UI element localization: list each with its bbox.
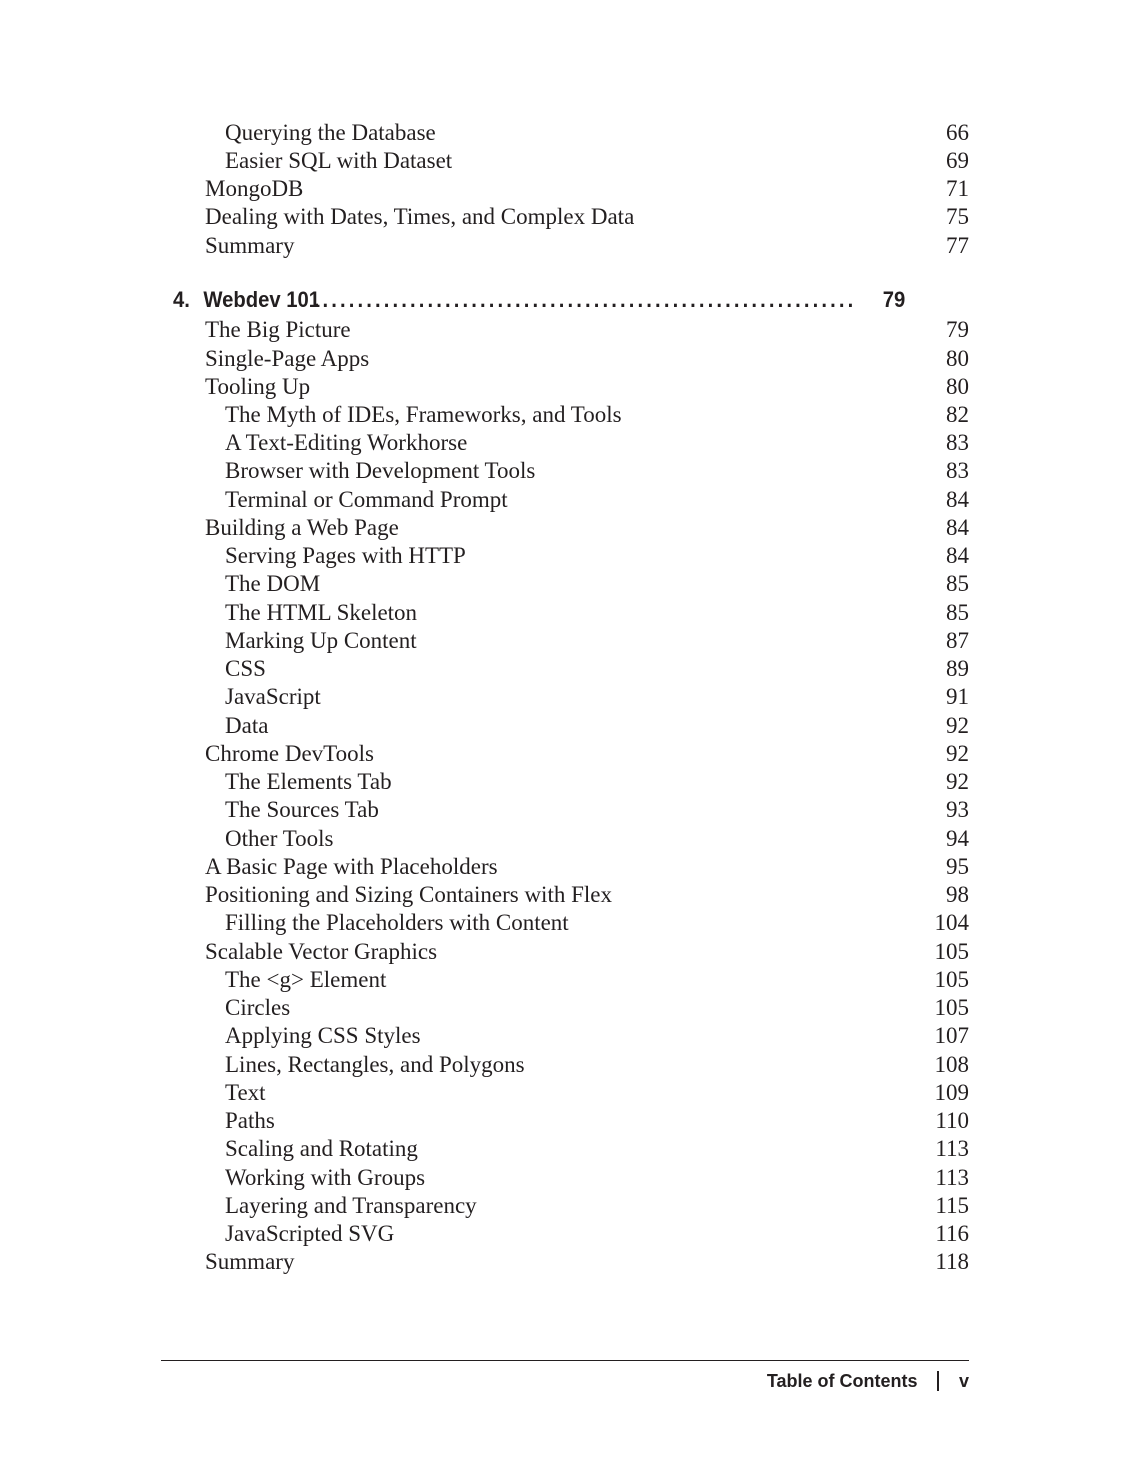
toc-entry-page: 79	[946, 317, 969, 342]
toc-entry-title: Dealing with Dates, Times, and Complex Data	[205, 204, 635, 229]
toc-entry-title: CSS	[225, 656, 266, 681]
toc-entry[interactable]	[225, 542, 969, 570]
toc-entry-page: 98	[946, 882, 969, 907]
toc-entry-title: Summary	[205, 1249, 295, 1274]
toc-entry[interactable]	[205, 1248, 969, 1276]
toc-entry-page: 83	[946, 458, 969, 483]
toc-entry[interactable]	[225, 570, 969, 598]
chapter-title: Webdev 101	[203, 287, 320, 312]
toc-entry[interactable]	[225, 825, 969, 853]
toc-entry[interactable]	[225, 457, 969, 485]
toc-entry-page: 87	[946, 628, 969, 653]
toc-entry-page: 107	[934, 1023, 969, 1048]
toc-entry-title: Text	[225, 1080, 266, 1105]
toc-entry-title: Scalable Vector Graphics	[205, 939, 438, 964]
toc-entry-page: 83	[946, 430, 969, 455]
toc-entry[interactable]	[225, 909, 969, 937]
toc-entry-page: 95	[946, 854, 969, 879]
toc-entry-title: Positioning and Sizing Containers with Flex	[205, 882, 612, 907]
toc-entry[interactable]	[205, 514, 969, 542]
toc-entry[interactable]	[205, 203, 969, 231]
toc-entry-page: 89	[946, 656, 969, 681]
toc-entry-title: Serving Pages with HTTP	[225, 543, 466, 568]
toc-entry-page: 113	[935, 1136, 969, 1161]
toc-entry-page: 92	[946, 713, 969, 738]
toc-entry[interactable]	[225, 1079, 969, 1107]
toc-entry[interactable]	[225, 712, 969, 740]
toc-entry[interactable]	[205, 938, 969, 966]
toc-entry[interactable]	[225, 655, 969, 683]
toc-entry[interactable]	[225, 1022, 969, 1050]
toc-entry-page: 108	[934, 1052, 969, 1077]
toc-entry-title: The Elements Tab	[225, 769, 392, 794]
toc-entry-page: 80	[946, 374, 969, 399]
toc-entry-page: 110	[935, 1108, 969, 1133]
toc-entry-title: Layering and Transparency	[225, 1193, 477, 1218]
toc-entry[interactable]	[225, 796, 969, 824]
footer-rule	[161, 1360, 969, 1361]
toc-entry-page: 92	[946, 769, 969, 794]
chapter-heading[interactable]	[173, 285, 905, 315]
toc-entry-title: Marking Up Content	[225, 628, 417, 653]
toc-entry[interactable]	[205, 373, 969, 401]
toc-entry-page: 84	[946, 487, 969, 512]
toc-entry-title: JavaScript	[225, 684, 321, 709]
chapter-page: 79	[882, 287, 906, 312]
toc-entry[interactable]	[225, 147, 969, 175]
toc-entry[interactable]	[225, 768, 969, 796]
toc-entry-title: Building a Web Page	[205, 515, 399, 540]
toc-entry-title: Paths	[225, 1108, 275, 1133]
toc-entry-title: The Big Picture	[205, 317, 351, 342]
toc-entry-page: 84	[946, 515, 969, 540]
page-footer	[767, 1368, 969, 1394]
toc-entry-page: 75	[946, 204, 969, 229]
toc-entry[interactable]	[205, 740, 969, 768]
toc-entry[interactable]	[225, 1192, 969, 1220]
toc-entry[interactable]	[205, 345, 969, 373]
toc-entry[interactable]	[205, 232, 969, 260]
toc-entry[interactable]	[205, 316, 969, 344]
toc-entry-title: MongoDB	[205, 176, 304, 201]
toc-entry[interactable]	[225, 683, 969, 711]
toc-entry[interactable]	[205, 881, 969, 909]
dot-leader: ..............................................................	[313, 287, 857, 312]
toc-entry[interactable]	[225, 429, 969, 457]
toc-entry-page: 115	[935, 1193, 969, 1218]
toc-entry-page: 93	[946, 797, 969, 822]
toc-entry[interactable]	[225, 1107, 969, 1135]
toc-entry-title: The Myth of IDEs, Frameworks, and Tools	[225, 402, 622, 427]
toc-entry-page: 113	[935, 1165, 969, 1190]
toc-entry-page: 91	[946, 684, 969, 709]
toc-entry-page: 80	[946, 346, 969, 371]
toc-entry-page: 69	[946, 148, 969, 173]
toc-entry[interactable]	[225, 1135, 969, 1163]
chapter-number: 4.	[173, 287, 190, 312]
toc-entry-page: 84	[946, 543, 969, 568]
toc-entry-title: The HTML Skeleton	[225, 600, 418, 625]
toc-entry-page: 105	[934, 995, 969, 1020]
toc-entry-page: 85	[946, 571, 969, 596]
toc-entry-title: JavaScripted SVG	[225, 1221, 395, 1246]
toc-entry[interactable]	[225, 1220, 969, 1248]
toc-entry-title: Other Tools	[225, 826, 334, 851]
toc-entry-title: Browser with Development Tools	[225, 458, 536, 483]
toc-entry[interactable]	[225, 1051, 969, 1079]
toc-entry-title: The DOM	[225, 571, 321, 596]
toc-entry-title: Data	[225, 713, 269, 738]
toc-entry-title: Scaling and Rotating	[225, 1136, 418, 1161]
toc-entry-title: Applying CSS Styles	[225, 1023, 421, 1048]
toc-entry[interactable]	[225, 966, 969, 994]
toc-entry-title: Querying the Database	[225, 120, 436, 145]
toc-entry[interactable]	[225, 1164, 969, 1192]
toc-entry-title: Single-Page Apps	[205, 346, 370, 371]
footer-separator	[937, 1371, 939, 1391]
toc-entry-title: Working with Groups	[225, 1165, 426, 1190]
toc-entry-page: 118	[935, 1249, 969, 1274]
toc-entry-title: Filling the Placeholders with Content	[225, 910, 569, 935]
toc-entry[interactable]	[225, 994, 969, 1022]
footer-label: Table of Contents	[766, 1370, 918, 1391]
toc-entry-page: 94	[946, 826, 969, 851]
toc-entry-title: Terminal or Command Prompt	[225, 487, 508, 512]
toc-entry-title: A Text-Editing Workhorse	[225, 430, 468, 455]
toc-entry-title: Easier SQL with Dataset	[225, 148, 453, 173]
toc-entry-page: 105	[934, 967, 969, 992]
toc-entry-page: 82	[946, 402, 969, 427]
footer-page-number: v	[958, 1370, 969, 1391]
toc-entry-title: The Sources Tab	[225, 797, 379, 822]
toc-entry-page: 77	[946, 233, 969, 258]
toc-entry[interactable]	[225, 627, 969, 655]
toc-entry-page: 85	[946, 600, 969, 625]
toc-entry-page: 71	[946, 176, 969, 201]
toc-entry-title: Tooling Up	[205, 374, 311, 399]
toc-entry-title: Chrome DevTools	[205, 741, 374, 766]
toc-entry[interactable]	[205, 175, 969, 203]
toc-entry[interactable]	[225, 401, 969, 429]
toc-entry-page: 116	[935, 1221, 969, 1246]
toc-entry-page: 66	[946, 120, 969, 145]
toc-entry[interactable]	[205, 853, 969, 881]
toc-entry-title: Summary	[205, 233, 295, 258]
toc-entry[interactable]	[225, 486, 969, 514]
toc-entry-page: 105	[934, 939, 969, 964]
toc-entry[interactable]	[225, 119, 969, 147]
toc-entry[interactable]	[225, 599, 969, 627]
toc-entry-title: Circles	[225, 995, 291, 1020]
toc-entry-page: 92	[946, 741, 969, 766]
toc-entry-page: 104	[934, 910, 969, 935]
toc-entry-title: Lines, Rectangles, and Polygons	[225, 1052, 525, 1077]
toc-entry-title: A Basic Page with Placeholders	[205, 854, 498, 879]
toc-entry-title: The <g> Element	[225, 967, 387, 992]
toc-entry-page: 109	[934, 1080, 969, 1105]
